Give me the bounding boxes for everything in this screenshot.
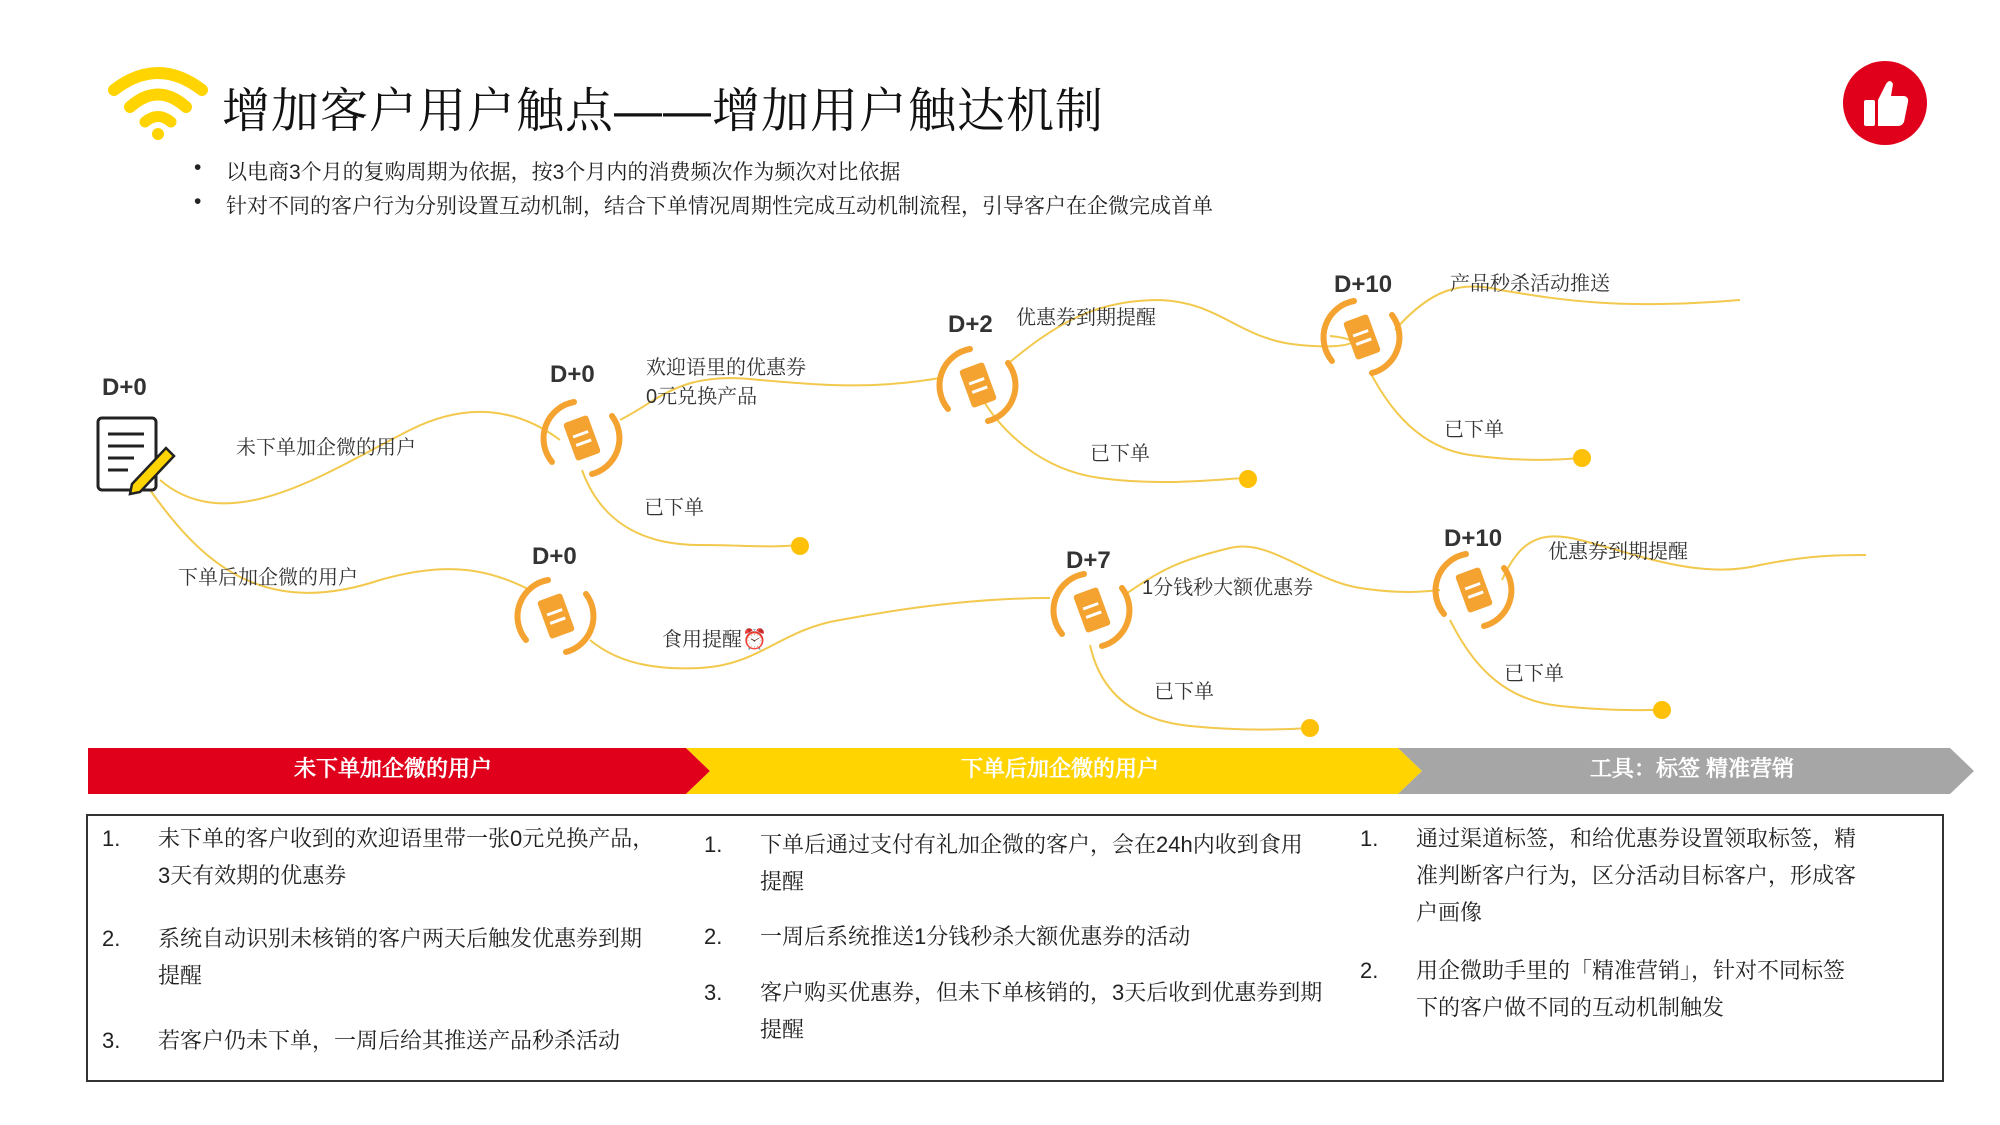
item-number: 3. xyxy=(102,1028,121,1053)
item-number: 2. xyxy=(704,924,723,949)
done-label: 已下单 xyxy=(1444,419,1504,441)
item-number: 2. xyxy=(1360,958,1379,983)
coupon-icon xyxy=(1436,554,1512,626)
item-text-line: 3天有效期的优惠券 xyxy=(158,863,347,888)
item-number: 1. xyxy=(102,826,121,851)
step-label: 0元兑换产品 xyxy=(646,386,758,408)
done-label: 已下单 xyxy=(1504,663,1564,685)
day-label: D+0 xyxy=(532,543,577,570)
item-text xyxy=(158,920,642,994)
item-text-line: 系统自动识别未核销的客户两天后触发优惠券到期 xyxy=(158,926,643,951)
end-dot xyxy=(1653,701,1671,719)
day-label: D+7 xyxy=(1066,547,1111,574)
bullet-1: • 以电商3个月的复购周期为依据，按3个月内的消费频次作为频次对比依据 xyxy=(196,156,900,186)
item-text-line: 未下单的客户收到的欢迎语里带一张0元兑换产品， xyxy=(158,826,655,851)
step-label: 食用提醒⏰ xyxy=(662,629,767,651)
item-text-line: 户画像 xyxy=(1416,900,1483,925)
item-text-line: 通过渠道标签，和给优惠券设置领取标签，精 xyxy=(1416,826,1857,851)
end-dot xyxy=(1573,449,1591,467)
item-text-line: 提醒 xyxy=(760,869,805,894)
item-text-line: 下单后通过支付有礼加企微的客户，会在24h内收到食用 xyxy=(760,832,1303,857)
branch-label-bottom: 下单后加企微的用户 xyxy=(178,567,358,589)
item-text-line: 客户购买优惠券，但未下单核销的，3天后收到优惠券到期 xyxy=(760,980,1323,1005)
item-text-line: 若客户仍未下单，一周后给其推送产品秒杀活动 xyxy=(158,1028,621,1053)
coupon-icon xyxy=(1054,574,1130,646)
step-label: 1分钱秒大额优惠券 xyxy=(1142,577,1314,599)
done-label: 已下单 xyxy=(1154,681,1214,703)
item-text-line: 提醒 xyxy=(158,963,203,988)
day-label: D+10 xyxy=(1444,525,1503,552)
coupon-icon xyxy=(544,402,620,474)
item-text xyxy=(1416,952,1845,1026)
phase-label-1: 未下单加企微的用户 xyxy=(293,756,492,781)
step-label: 产品秒杀活动推送 xyxy=(1450,273,1610,295)
branch-label-top: 未下单加企微的用户 xyxy=(236,437,416,459)
end-dot xyxy=(791,537,809,555)
item-text xyxy=(158,820,654,894)
phase-label-3: 工具：标签 精准营销 xyxy=(1589,756,1795,781)
coupon-icon xyxy=(518,580,594,652)
item-number: 1. xyxy=(704,832,723,857)
item-text-line: 提醒 xyxy=(760,1017,805,1042)
end-dot xyxy=(1301,719,1319,737)
done-label: 已下单 xyxy=(644,497,704,519)
coupon-icon xyxy=(940,349,1016,421)
day-label: D+0 xyxy=(550,361,595,388)
item-text-line: 准判断客户行为，区分活动目标客户，形成客 xyxy=(1416,863,1857,888)
phase-label-2: 下单后加企微的用户 xyxy=(960,756,1159,781)
bullet-2: • 针对不同的客户行为分别设置互动机制，结合下单情况周期性完成互动机制流程，引导客户在企微完成首单 xyxy=(196,190,1213,220)
description-box xyxy=(86,814,1944,1082)
page-title: 增加客户用户触点——增加用户触达机制 xyxy=(222,85,1105,138)
item-text xyxy=(760,918,1190,955)
step-label: 优惠券到期提醒 xyxy=(1016,307,1156,329)
step-label: 欢迎语里的优惠券 xyxy=(646,357,806,379)
item-number: 2. xyxy=(102,926,121,951)
item-number: 3. xyxy=(704,980,723,1005)
item-text-line: 用企微助手里的「精准营销」，针对不同标签 xyxy=(1416,958,1846,983)
end-dot xyxy=(1239,470,1257,488)
item-text xyxy=(158,1022,620,1059)
item-text xyxy=(760,974,1322,1048)
item-text xyxy=(760,826,1303,900)
connector-line xyxy=(590,598,1050,668)
item-text xyxy=(1416,820,1856,931)
day-label: D+0 xyxy=(102,374,147,401)
day-label: D+2 xyxy=(948,311,993,338)
done-label: 已下单 xyxy=(1090,443,1150,465)
item-text-line: 一周后系统推送1分钱秒杀大额优惠券的活动 xyxy=(760,924,1191,949)
connector-line xyxy=(980,395,1244,482)
item-text-line: 下的客户做不同的互动机制触发 xyxy=(1416,995,1725,1020)
connector-line xyxy=(1370,372,1578,460)
item-number: 1. xyxy=(1360,826,1379,851)
step-label: 优惠券到期提醒 xyxy=(1548,541,1688,563)
day-label: D+10 xyxy=(1334,271,1393,298)
